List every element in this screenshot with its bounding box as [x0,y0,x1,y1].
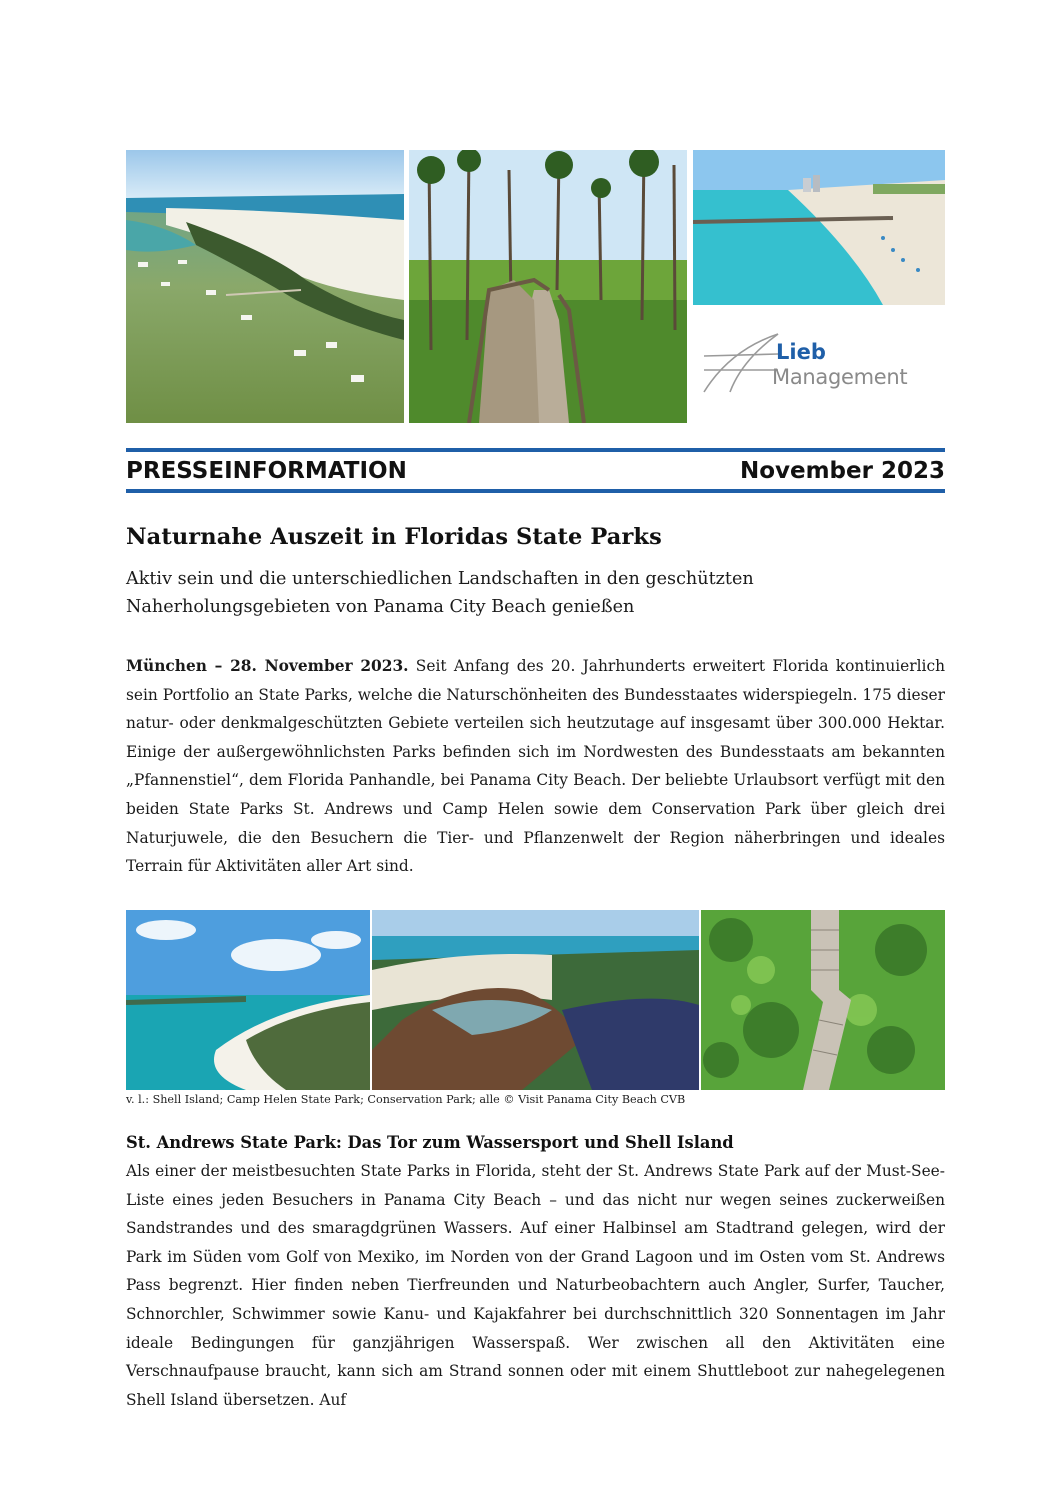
logo-mark-icon [700,330,780,395]
press-date: November 2023 [739,458,945,484]
intro-text: Seit Anfang des 20. Jahrhunderts erweitert Florida kontinuierlich sein Portfolio an State Parks, welche die Naturschönheiten des Bundesstaates widerspiegeln. 175 dieser natur- oder denkmalgeschützten Gebiete verteilen sich heutzutage auf insgesamt über 300.000 Hektar. Einige der außergewöhnlichsten Parks befinden sich im Nordwesten des Bundesstaats am bekannten „Pfannenstiel“, dem Florida Panhandle, bei Panama City Beach. Der beliebte Urlaubsort verfügt mit den beiden State Parks St. Andrews und Camp Helen sowie dem Conservation Park über gleich drei Naturjuwele, die den Besuchern die Tier- und Pflanzenwelt der Region näherbringen und ideales Terrain für Aktivitäten aller Art sind. [126,657,945,876]
subheadline: Aktiv sein und die unterschiedlichen Landschaften in den geschützten Naherholungsgebieten von Panama City Beach genießen [126,569,754,617]
photo-camp-helen [372,910,699,1090]
lieb-management-logo [700,330,945,400]
header-top-rule [126,448,945,452]
logo-wordmark-lieb: Lieb [776,340,826,364]
headline: Naturnahe Auszeit in Floridas State Parks [126,524,662,550]
photo-caption: v. l.: Shell Island; Camp Helen State Park; Conservation Park; alle © Visit Panama City Beach CVB [126,1093,686,1106]
press-label: PRESSEINFORMATION [126,458,407,484]
photo-conservation-park [701,910,945,1090]
dateline: München – 28. November 2023. [126,657,409,675]
logo-wordmark-management: Management [772,365,908,389]
section-title: St. Andrews State Park: Das Tor zum Wassersport und Shell Island [126,1133,734,1152]
photo-beach-pier [693,150,945,305]
header-band [126,453,945,489]
section-paragraph: Als einer der meistbesuchten State Parks in Florida, steht der St. Andrews State Park auf der Must-See-Liste eines jeden Besuchers in Panama City Beach – und das nicht nur wegen seines zuckerweißen Sandstrandes und des smaragdgrünen Wassers. Auf einer Halbinsel am Stadtrand gelegen, wird der Park im Süden vom Golf von Mexiko, im Norden von der Grand Lagoon und im Osten vom St. Andrews Pass begrenzt. Hier finden neben Tierfreunden und Naturbeobachtern auch Angler, Surfer, Taucher, Schnorchler, Schwimmer sowie Kanu- und Kajakfahrer bei durchschnittlich 320 Sonnentagen im Jahr ideale Bedingungen für ganzjährigen Wasserspaß. Wer zwischen all den Aktivitäten eine Verschnaufpause braucht, kann sich am Strand sonnen oder mit einem Shuttleboot zur nahegelegenen Shell Island übersetzen. Auf [126,1162,945,1409]
photo-boardwalk-forest [409,150,687,423]
intro-paragraph [126,652,945,881]
photo-aerial-lagoon-boats [126,150,404,423]
header-bottom-rule [126,489,945,493]
photo-shell-island [126,910,370,1090]
